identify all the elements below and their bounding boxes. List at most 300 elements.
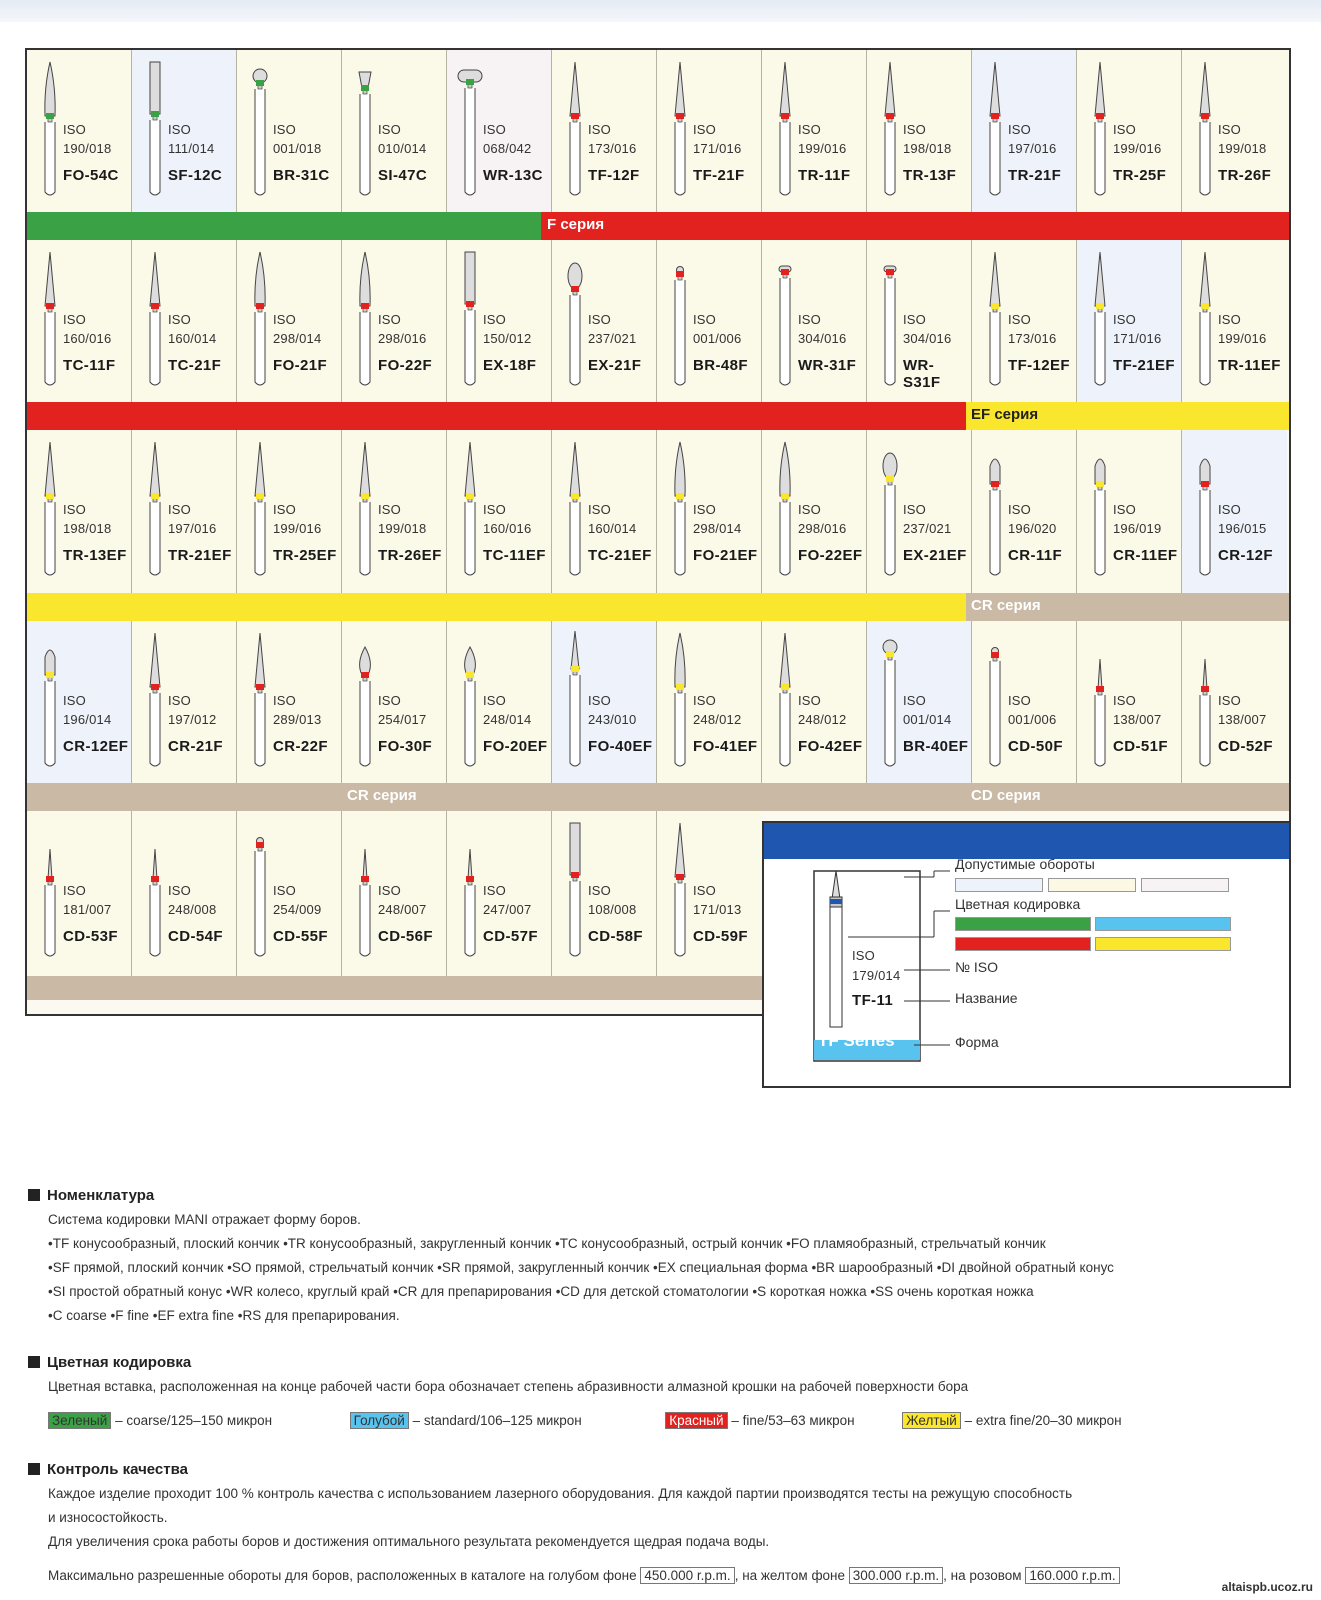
iso-label: ISO <box>693 312 716 327</box>
iso-label: ISO <box>378 312 401 327</box>
bur-cell <box>342 621 447 783</box>
bur-icon <box>1087 629 1113 769</box>
bur-icon <box>1192 629 1218 769</box>
bur-code: CD-56F <box>378 928 433 945</box>
bur-code: CR-12EF <box>63 738 129 755</box>
bur-cell <box>447 50 552 212</box>
iso-value: 150/012 <box>483 331 532 346</box>
iso-label: ISO <box>1008 312 1031 327</box>
iso-value: 001/018 <box>273 141 322 156</box>
iso-label: ISO <box>903 312 926 327</box>
rpm-yellow: 300.000 r.p.m. <box>849 1567 943 1584</box>
iso-value: 199/016 <box>798 141 847 156</box>
iso-value: 247/007 <box>483 902 532 917</box>
bur-cell <box>657 430 762 593</box>
swatch-pink-bg <box>1141 878 1229 892</box>
iso-value: 108/008 <box>588 902 637 917</box>
legend-sample-iso: 179/014 <box>852 968 901 983</box>
iso-label: ISO <box>483 883 506 898</box>
bur-icon <box>562 248 588 388</box>
legend-sample-code: TF-11 <box>852 992 894 1009</box>
bur-code: TF-21EF <box>1113 357 1175 374</box>
iso-label: ISO <box>1008 502 1031 517</box>
color-coding-items <box>48 1409 1288 1433</box>
iso-value: 237/021 <box>903 521 952 536</box>
iso-label: ISO <box>63 312 86 327</box>
bur-icon <box>667 819 693 959</box>
iso-label: ISO <box>378 502 401 517</box>
iso-value: 173/016 <box>588 141 637 156</box>
iso-label: ISO <box>588 122 611 137</box>
iso-label: ISO <box>483 122 506 137</box>
bur-icon <box>772 438 798 578</box>
bur-cell <box>762 240 867 402</box>
bur-cell <box>342 240 447 402</box>
bur-cell <box>447 240 552 402</box>
bur-code: WR-S31F <box>903 357 941 391</box>
bur-cell <box>657 621 762 783</box>
nomenclature-line: •C coarse •F fine •EF extra fine •RS для препарирования. <box>48 1308 400 1323</box>
iso-value: 197/016 <box>1008 141 1057 156</box>
iso-value: 237/021 <box>588 331 637 346</box>
iso-value: 254/017 <box>378 712 427 727</box>
iso-label: ISO <box>63 883 86 898</box>
bur-code: EX-21EF <box>903 547 967 564</box>
bur-code: TR-25EF <box>273 547 337 564</box>
iso-label: ISO <box>798 122 821 137</box>
bur-cell <box>447 621 552 783</box>
bur-cell <box>657 50 762 212</box>
swatch-blue <box>1095 917 1231 931</box>
nomenclature-title: Номенклатура <box>28 1184 1288 1208</box>
bur-code: FO-22F <box>378 357 433 374</box>
legend-iso-label: ISO <box>852 948 875 963</box>
iso-value: 160/016 <box>63 331 112 346</box>
bur-code: TC-21EF <box>588 547 652 564</box>
bur-icon <box>982 248 1008 388</box>
iso-label: ISO <box>378 122 401 137</box>
bur-cell <box>132 430 237 593</box>
band-green <box>27 212 541 240</box>
iso-value: 304/016 <box>903 331 952 346</box>
quality-line: Каждое изделие проходит 100 % контроль качества с использованием лазерного оборудования. Для каждой партии производятся тесты на режущую способность <box>48 1486 1073 1501</box>
legend-sample-series: TF Series <box>818 1031 895 1050</box>
bur-cell <box>552 50 657 212</box>
bur-cell <box>342 50 447 212</box>
bur-code: FO-41EF <box>693 738 758 755</box>
bur-code: CR-22F <box>273 738 328 755</box>
bur-code: CD-52F <box>1218 738 1273 755</box>
iso-value: 199/018 <box>1218 141 1267 156</box>
tag-yellow: Желтый <box>902 1412 961 1429</box>
iso-label: ISO <box>693 502 716 517</box>
bur-cell <box>1182 430 1287 593</box>
bur-icon <box>142 819 168 959</box>
bur-code: CD-53F <box>63 928 118 945</box>
bur-icon <box>457 58 483 198</box>
iso-value: 171/013 <box>693 902 742 917</box>
bur-code: WR-13C <box>483 167 543 184</box>
bur-icon <box>772 248 798 388</box>
bur-code: CD-54F <box>168 928 223 945</box>
watermark: altaispb.ucoz.ru <box>1221 1580 1313 1594</box>
bur-cell <box>552 430 657 593</box>
band-tan <box>27 783 1289 811</box>
rpm-line <box>48 1564 1288 1588</box>
bur-cell <box>867 240 972 402</box>
bur-code: TR-26EF <box>378 547 442 564</box>
cd-series-label: CD серия <box>971 787 1041 804</box>
tag-blue: Голубой <box>350 1412 409 1429</box>
bur-icon <box>562 438 588 578</box>
bur-cell <box>342 430 447 593</box>
bur-cell <box>762 621 867 783</box>
iso-label: ISO <box>273 883 296 898</box>
bur-cell <box>1182 621 1287 783</box>
bur-code: EX-21F <box>588 357 642 374</box>
iso-value: 198/018 <box>63 521 112 536</box>
quality-title: Контроль качества <box>28 1458 1288 1482</box>
bur-cell <box>237 240 342 402</box>
bur-icon <box>37 58 63 198</box>
catalog-row-5 <box>27 811 762 976</box>
series-band-5 <box>27 976 762 1000</box>
iso-label: ISO <box>1008 693 1031 708</box>
bur-cell <box>1077 240 1182 402</box>
series-band-3 <box>27 593 1289 621</box>
bur-cell <box>27 621 132 783</box>
iso-label: ISO <box>63 122 86 137</box>
cr-series-label-1: CR серия <box>971 597 1041 614</box>
bur-icon <box>1192 58 1218 198</box>
bur-icon <box>247 438 273 578</box>
bur-code: WR-31F <box>798 357 857 374</box>
desc-red: – fine/53–63 микрон <box>731 1413 855 1428</box>
iso-label: ISO <box>63 693 86 708</box>
bur-icon <box>37 438 63 578</box>
iso-value: 304/016 <box>798 331 847 346</box>
iso-value: 001/006 <box>1008 712 1057 727</box>
iso-label: ISO <box>168 693 191 708</box>
bur-icon <box>142 58 168 198</box>
catalog-row-3 <box>27 430 1289 593</box>
iso-value: 243/010 <box>588 712 637 727</box>
iso-value: 138/007 <box>1113 712 1162 727</box>
bur-cell <box>1182 240 1287 402</box>
iso-label: ISO <box>903 502 926 517</box>
iso-value: 196/019 <box>1113 521 1162 536</box>
bur-cell <box>132 240 237 402</box>
top-banner <box>0 0 1321 22</box>
bur-icon <box>982 629 1008 769</box>
bur-code: TR-11EF <box>1218 357 1281 374</box>
f-series-label: F серия <box>547 216 605 233</box>
rpm-mid1: , на желтом фоне <box>734 1568 846 1583</box>
catalog-row-2 <box>27 240 1289 402</box>
bur-code: TF-12EF <box>1008 357 1070 374</box>
bur-cell <box>447 811 552 976</box>
bur-code: TC-21F <box>168 357 222 374</box>
legend-name: Название <box>955 990 1018 1006</box>
iso-label: ISO <box>1218 312 1241 327</box>
bur-icon <box>562 629 588 769</box>
bur-cell <box>657 240 762 402</box>
legend-diagram <box>764 859 1289 1088</box>
bur-cell <box>1077 430 1182 593</box>
iso-value: 298/016 <box>798 521 847 536</box>
color-coding-text: Цветная вставка, расположенная на конце рабочей части бора обозначает степень абразивности алмазной крошки на рабочей поверхности бора <box>48 1379 969 1394</box>
bur-icon <box>877 58 903 198</box>
bur-icon <box>457 629 483 769</box>
bur-icon <box>772 629 798 769</box>
iso-label: ISO <box>1113 312 1136 327</box>
bur-code: TR-21F <box>1008 167 1062 184</box>
swatch-yellow-bg <box>1048 878 1136 892</box>
desc-yellow: – extra fine/20–30 микрон <box>964 1413 1122 1428</box>
bur-cell <box>447 430 552 593</box>
bur-code: FO-42EF <box>798 738 863 755</box>
iso-value: 248/007 <box>378 902 427 917</box>
iso-label: ISO <box>693 122 716 137</box>
iso-value: 001/006 <box>693 331 742 346</box>
bur-code: CR-11F <box>1008 547 1063 564</box>
iso-label: ISO <box>168 122 191 137</box>
iso-label: ISO <box>693 693 716 708</box>
iso-value: 171/016 <box>693 141 742 156</box>
nomenclature-section <box>28 1184 1288 1328</box>
bur-icon <box>772 58 798 198</box>
bur-icon <box>877 248 903 388</box>
rpm-blue: 450.000 r.p.m. <box>640 1567 734 1584</box>
band-red <box>541 212 1289 240</box>
iso-value: 197/016 <box>168 521 217 536</box>
bur-code: FO-30F <box>378 738 433 755</box>
iso-label: ISO <box>168 312 191 327</box>
bur-cell <box>657 811 762 976</box>
color-coding-title: Цветная кодировка <box>28 1351 1288 1375</box>
bur-code: TR-13F <box>903 167 957 184</box>
series-band-4 <box>27 783 1289 811</box>
bur-cell <box>762 430 867 593</box>
bur-icon <box>352 58 378 198</box>
bur-code: TC-11EF <box>483 547 546 564</box>
bur-cell <box>132 50 237 212</box>
iso-label: ISO <box>588 502 611 517</box>
bur-code: TC-11F <box>63 357 116 374</box>
iso-value: 254/009 <box>273 902 322 917</box>
bur-icon <box>1192 438 1218 578</box>
iso-label: ISO <box>273 122 296 137</box>
cr-series-label-2: CR серия <box>347 787 417 804</box>
bur-cell <box>237 621 342 783</box>
bur-code: TR-13EF <box>63 547 127 564</box>
iso-value: 197/012 <box>168 712 217 727</box>
bur-cell <box>237 50 342 212</box>
iso-value: 196/020 <box>1008 521 1057 536</box>
iso-label: ISO <box>798 502 821 517</box>
bur-code: FO-40EF <box>588 738 653 755</box>
legend-iso-no: № ISO <box>955 959 999 975</box>
iso-label: ISO <box>483 502 506 517</box>
nomenclature-intro: Система кодировки MANI отражает форму боров. <box>48 1212 361 1227</box>
bur-code: CR-12F <box>1218 547 1273 564</box>
bur-cell <box>342 811 447 976</box>
bur-cell <box>972 621 1077 783</box>
bur-code: FO-21F <box>273 357 328 374</box>
bur-code: CD-57F <box>483 928 538 945</box>
bur-icon <box>247 629 273 769</box>
bur-code: CD-51F <box>1113 738 1168 755</box>
bur-icon <box>982 438 1008 578</box>
iso-label: ISO <box>798 693 821 708</box>
iso-label: ISO <box>273 312 296 327</box>
nomenclature-line: •SF прямой, плоский кончик •SO прямой, стрельчатый кончик •SR прямой, закругленный кончик •EX специальная форма •BR шарообразный •DI двойной обратный конус <box>48 1260 1114 1275</box>
iso-label: ISO <box>1218 502 1241 517</box>
iso-value: 298/014 <box>693 521 742 536</box>
bur-code: CR-21F <box>168 738 223 755</box>
bur-icon <box>142 248 168 388</box>
bur-code: FO-21EF <box>693 547 758 564</box>
bur-cell <box>132 621 237 783</box>
iso-label: ISO <box>483 312 506 327</box>
bur-cell <box>867 50 972 212</box>
bur-icon <box>247 248 273 388</box>
iso-value: 298/016 <box>378 331 427 346</box>
quality-line: и износостойкость. <box>48 1510 168 1525</box>
iso-value: 196/015 <box>1218 521 1267 536</box>
bur-icon <box>877 438 903 578</box>
bur-icon <box>667 629 693 769</box>
iso-label: ISO <box>483 693 506 708</box>
iso-label: ISO <box>1113 122 1136 137</box>
desc-blue: – standard/106–125 микрон <box>412 1413 582 1428</box>
bur-cell <box>552 240 657 402</box>
iso-value: 138/007 <box>1218 712 1267 727</box>
tag-red: Красный <box>665 1412 727 1429</box>
bur-icon <box>877 629 903 769</box>
iso-value: 068/042 <box>483 141 532 156</box>
bur-cell <box>867 430 972 593</box>
bur-icon <box>1192 248 1218 388</box>
bur-code: FO-22EF <box>798 547 863 564</box>
iso-value: 181/007 <box>63 902 112 917</box>
bur-icon <box>457 819 483 959</box>
bur-icon <box>982 58 1008 198</box>
iso-label: ISO <box>378 883 401 898</box>
band-red <box>27 402 966 430</box>
iso-label: ISO <box>1113 693 1136 708</box>
bur-cell <box>132 811 237 976</box>
iso-label: ISO <box>903 122 926 137</box>
bur-icon <box>352 819 378 959</box>
bur-icon <box>457 248 483 388</box>
bur-icon <box>1087 438 1113 578</box>
iso-value: 160/016 <box>483 521 532 536</box>
bur-icon <box>1087 248 1113 388</box>
swatch-green <box>955 917 1091 931</box>
iso-label: ISO <box>798 312 821 327</box>
tag-green: Зеленый <box>48 1412 111 1429</box>
bur-icon <box>562 58 588 198</box>
band-yellow <box>27 593 966 621</box>
legend-color-coding: Цветная кодировка <box>955 896 1081 912</box>
swatch-red <box>955 937 1091 951</box>
bur-code: FO-54C <box>63 167 119 184</box>
bur-code: BR-40EF <box>903 738 969 755</box>
iso-value: 248/008 <box>168 902 217 917</box>
iso-label: ISO <box>588 883 611 898</box>
bur-cell <box>27 50 132 212</box>
bur-icon <box>562 819 588 959</box>
bur-cell <box>27 811 132 976</box>
nomenclature-line: •SI простой обратный конус •WR колесо, круглый край •CR для препарирования •CD для детской стоматологии •S короткая ножка •SS очень короткая ножка <box>48 1284 1034 1299</box>
catalog-row-1 <box>27 50 1289 212</box>
bur-code: CD-50F <box>1008 738 1063 755</box>
bur-code: BR-48F <box>693 357 748 374</box>
band-tan <box>27 976 762 1000</box>
iso-value: 248/012 <box>693 712 742 727</box>
quality-line: Для увеличения срока работы боров и достижения оптимального результата рекомендуется щедрая подача воды. <box>48 1534 770 1549</box>
bur-code: TR-21EF <box>168 547 232 564</box>
bur-cell <box>237 811 342 976</box>
iso-label: ISO <box>903 693 926 708</box>
bur-cell <box>867 621 972 783</box>
legend-allowed-speeds: Допустимые обороты <box>955 856 1095 872</box>
bur-code: CR-11EF <box>1113 547 1178 564</box>
bur-cell <box>552 811 657 976</box>
bur-icon <box>37 248 63 388</box>
iso-label: ISO <box>273 693 296 708</box>
bur-cell <box>1182 50 1287 212</box>
bur-cell <box>27 430 132 593</box>
iso-value: 190/018 <box>63 141 112 156</box>
iso-value: 199/018 <box>378 521 427 536</box>
bur-icon <box>37 819 63 959</box>
iso-value: 001/014 <box>903 712 952 727</box>
bur-cell <box>762 50 867 212</box>
bur-icon <box>352 438 378 578</box>
bur-cell <box>972 430 1077 593</box>
iso-label: ISO <box>273 502 296 517</box>
bur-icon <box>247 819 273 959</box>
iso-value: 160/014 <box>168 331 217 346</box>
iso-value: 198/018 <box>903 141 952 156</box>
bur-code: CD-58F <box>588 928 643 945</box>
bur-code: TR-26F <box>1218 167 1272 184</box>
ef-series-label: EF серия <box>971 406 1039 423</box>
iso-label: ISO <box>168 502 191 517</box>
bur-code: TF-21F <box>693 167 745 184</box>
iso-label: ISO <box>588 693 611 708</box>
bur-code: TF-12F <box>588 167 640 184</box>
bur-icon <box>667 438 693 578</box>
bur-cell <box>552 621 657 783</box>
bur-code: CD-55F <box>273 928 328 945</box>
series-band-1 <box>27 212 1289 240</box>
iso-value: 199/016 <box>273 521 322 536</box>
bur-icon <box>457 438 483 578</box>
iso-value: 173/016 <box>1008 331 1057 346</box>
bur-cell <box>972 50 1077 212</box>
bur-cell <box>27 240 132 402</box>
bur-icon <box>142 629 168 769</box>
iso-value: 160/014 <box>588 521 637 536</box>
bur-cell <box>1077 621 1182 783</box>
color-coding-section <box>28 1351 1288 1433</box>
iso-label: ISO <box>378 693 401 708</box>
rpm-mid2: , на розовом <box>943 1568 1022 1583</box>
bur-icon <box>247 58 273 198</box>
